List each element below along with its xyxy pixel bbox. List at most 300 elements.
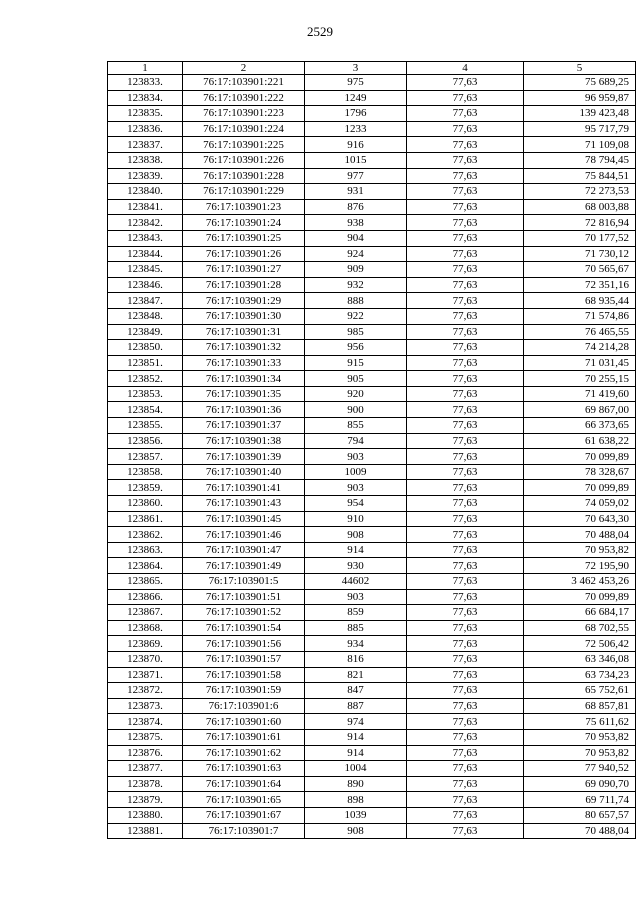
- amount-cell: 70 177,52: [524, 230, 636, 246]
- area-cell: 914: [305, 729, 407, 745]
- rate-cell: 77,63: [407, 230, 524, 246]
- rate-cell: 77,63: [407, 792, 524, 808]
- amount-cell: 66 684,17: [524, 605, 636, 621]
- table-row: [108, 651, 636, 667]
- amount-cell: 95 717,79: [524, 121, 636, 137]
- table-row: [108, 807, 636, 823]
- area-cell: 908: [305, 527, 407, 543]
- rate-cell: 77,63: [407, 433, 524, 449]
- area-cell: 915: [305, 355, 407, 371]
- area-cell: 903: [305, 480, 407, 496]
- cadastral-number-cell: 76:17:103901:39: [183, 449, 305, 465]
- cadastral-number-cell: 76:17:103901:223: [183, 106, 305, 122]
- row-number-cell: 123876.: [108, 745, 183, 761]
- row-number-cell: 123855.: [108, 418, 183, 434]
- table-row: [108, 589, 636, 605]
- cadastral-number-cell: 76:17:103901:26: [183, 246, 305, 262]
- cadastral-number-cell: 76:17:103901:226: [183, 152, 305, 168]
- cadastral-number-cell: 76:17:103901:33: [183, 355, 305, 371]
- area-cell: 885: [305, 620, 407, 636]
- cadastral-number-cell: 76:17:103901:31: [183, 324, 305, 340]
- rate-cell: 77,63: [407, 340, 524, 356]
- table-row: [108, 324, 636, 340]
- area-cell: 1233: [305, 121, 407, 137]
- amount-cell: 70 488,04: [524, 527, 636, 543]
- row-number-cell: 123856.: [108, 433, 183, 449]
- row-number-cell: 123862.: [108, 527, 183, 543]
- area-cell: 954: [305, 496, 407, 512]
- amount-cell: 70 488,04: [524, 823, 636, 839]
- table-row: [108, 433, 636, 449]
- area-cell: 898: [305, 792, 407, 808]
- amount-cell: 68 702,55: [524, 620, 636, 636]
- amount-cell: 70 255,15: [524, 371, 636, 387]
- table-row: [108, 729, 636, 745]
- area-cell: 910: [305, 511, 407, 527]
- row-number-cell: 123834.: [108, 90, 183, 106]
- rate-cell: 77,63: [407, 293, 524, 309]
- row-number-cell: 123880.: [108, 807, 183, 823]
- table-row: [108, 262, 636, 278]
- row-number-cell: 123843.: [108, 230, 183, 246]
- table-row: [108, 371, 636, 387]
- table-row: [108, 745, 636, 761]
- rate-cell: 77,63: [407, 75, 524, 91]
- cadastral-number-cell: 76:17:103901:51: [183, 589, 305, 605]
- area-cell: 821: [305, 667, 407, 683]
- amount-cell: 74 059,02: [524, 496, 636, 512]
- rate-cell: 77,63: [407, 106, 524, 122]
- rate-cell: 77,63: [407, 605, 524, 621]
- area-cell: 855: [305, 418, 407, 434]
- row-number-cell: 123860.: [108, 496, 183, 512]
- amount-cell: 70 953,82: [524, 745, 636, 761]
- area-cell: 905: [305, 371, 407, 387]
- table-row: [108, 776, 636, 792]
- rate-cell: 77,63: [407, 683, 524, 699]
- rate-cell: 77,63: [407, 449, 524, 465]
- rate-cell: 77,63: [407, 558, 524, 574]
- rate-cell: 77,63: [407, 355, 524, 371]
- area-cell: 975: [305, 75, 407, 91]
- rate-cell: 77,63: [407, 121, 524, 137]
- amount-cell: 71 730,12: [524, 246, 636, 262]
- table-row: [108, 683, 636, 699]
- area-cell: 1039: [305, 807, 407, 823]
- row-number-cell: 123842.: [108, 215, 183, 231]
- rate-cell: 77,63: [407, 698, 524, 714]
- table-row: [108, 714, 636, 730]
- rate-cell: 77,63: [407, 324, 524, 340]
- rate-cell: 77,63: [407, 636, 524, 652]
- rate-cell: 77,63: [407, 308, 524, 324]
- table-row: [108, 230, 636, 246]
- amount-cell: 71 031,45: [524, 355, 636, 371]
- area-cell: 816: [305, 651, 407, 667]
- cadastral-number-cell: 76:17:103901:30: [183, 308, 305, 324]
- amount-cell: 70 099,89: [524, 589, 636, 605]
- amount-cell: 139 423,48: [524, 106, 636, 122]
- area-cell: 1015: [305, 152, 407, 168]
- cadastral-number-cell: 76:17:103901:24: [183, 215, 305, 231]
- row-number-cell: 123865.: [108, 574, 183, 590]
- row-number-cell: 123844.: [108, 246, 183, 262]
- area-cell: 847: [305, 683, 407, 699]
- rate-cell: 77,63: [407, 761, 524, 777]
- column-header: 5: [524, 62, 636, 75]
- table-row: [108, 152, 636, 168]
- amount-cell: 80 657,57: [524, 807, 636, 823]
- row-number-cell: 123859.: [108, 480, 183, 496]
- cadastral-number-cell: 76:17:103901:222: [183, 90, 305, 106]
- cadastral-number-cell: 76:17:103901:35: [183, 386, 305, 402]
- table-row: [108, 449, 636, 465]
- rate-cell: 77,63: [407, 667, 524, 683]
- table-row: [108, 418, 636, 434]
- rate-cell: 77,63: [407, 246, 524, 262]
- amount-cell: 68 935,44: [524, 293, 636, 309]
- amount-cell: 77 940,52: [524, 761, 636, 777]
- cadastral-number-cell: 76:17:103901:28: [183, 277, 305, 293]
- row-number-cell: 123835.: [108, 106, 183, 122]
- table-row: [108, 402, 636, 418]
- row-number-cell: 123868.: [108, 620, 183, 636]
- rate-cell: 77,63: [407, 277, 524, 293]
- amount-cell: 69 867,00: [524, 402, 636, 418]
- amount-cell: 70 953,82: [524, 729, 636, 745]
- rate-cell: 77,63: [407, 527, 524, 543]
- amount-cell: 75 611,62: [524, 714, 636, 730]
- area-cell: 920: [305, 386, 407, 402]
- area-cell: 903: [305, 449, 407, 465]
- area-cell: 1004: [305, 761, 407, 777]
- rate-cell: 77,63: [407, 215, 524, 231]
- column-header: 3: [305, 62, 407, 75]
- area-cell: 904: [305, 230, 407, 246]
- row-number-cell: 123875.: [108, 729, 183, 745]
- rate-cell: 77,63: [407, 262, 524, 278]
- row-number-cell: 123838.: [108, 152, 183, 168]
- area-cell: 924: [305, 246, 407, 262]
- cadastral-number-cell: 76:17:103901:54: [183, 620, 305, 636]
- table-row: [108, 246, 636, 262]
- row-number-cell: 123849.: [108, 324, 183, 340]
- cadastral-number-cell: 76:17:103901:52: [183, 605, 305, 621]
- row-number-cell: 123854.: [108, 402, 183, 418]
- area-cell: 888: [305, 293, 407, 309]
- row-number-cell: 123853.: [108, 386, 183, 402]
- row-number-cell: 123869.: [108, 636, 183, 652]
- cadastral-number-cell: 76:17:103901:62: [183, 745, 305, 761]
- rate-cell: 77,63: [407, 651, 524, 667]
- row-number-cell: 123879.: [108, 792, 183, 808]
- cadastral-number-cell: 76:17:103901:228: [183, 168, 305, 184]
- area-cell: 900: [305, 402, 407, 418]
- row-number-cell: 123833.: [108, 75, 183, 91]
- table-row: [108, 464, 636, 480]
- area-cell: 938: [305, 215, 407, 231]
- table-row: [108, 355, 636, 371]
- area-cell: 887: [305, 698, 407, 714]
- area-cell: 794: [305, 433, 407, 449]
- cadastral-number-cell: 76:17:103901:45: [183, 511, 305, 527]
- row-number-cell: 123861.: [108, 511, 183, 527]
- rate-cell: 77,63: [407, 823, 524, 839]
- cadastral-number-cell: 76:17:103901:59: [183, 683, 305, 699]
- cadastral-number-cell: 76:17:103901:34: [183, 371, 305, 387]
- cadastral-number-cell: 76:17:103901:229: [183, 184, 305, 200]
- row-number-cell: 123851.: [108, 355, 183, 371]
- cadastral-number-cell: 76:17:103901:64: [183, 776, 305, 792]
- amount-cell: 71 574,86: [524, 308, 636, 324]
- table-row: [108, 137, 636, 153]
- amount-cell: 65 752,61: [524, 683, 636, 699]
- table-row: [108, 121, 636, 137]
- amount-cell: 68 857,81: [524, 698, 636, 714]
- rate-cell: 77,63: [407, 371, 524, 387]
- table-row: [108, 605, 636, 621]
- rate-cell: 77,63: [407, 496, 524, 512]
- rate-cell: 77,63: [407, 480, 524, 496]
- table-row: [108, 340, 636, 356]
- row-number-cell: 123866.: [108, 589, 183, 605]
- amount-cell: 72 351,16: [524, 277, 636, 293]
- cadastral-number-cell: 76:17:103901:37: [183, 418, 305, 434]
- amount-cell: 78 328,67: [524, 464, 636, 480]
- area-cell: 903: [305, 589, 407, 605]
- cadastral-number-cell: 76:17:103901:58: [183, 667, 305, 683]
- row-number-cell: 123870.: [108, 651, 183, 667]
- table-row: [108, 106, 636, 122]
- cadastral-number-cell: 76:17:103901:47: [183, 542, 305, 558]
- cadastral-number-cell: 76:17:103901:224: [183, 121, 305, 137]
- table-row: [108, 277, 636, 293]
- row-number-cell: 123872.: [108, 683, 183, 699]
- row-number-cell: 123847.: [108, 293, 183, 309]
- table-row: [108, 293, 636, 309]
- rate-cell: 77,63: [407, 574, 524, 590]
- cadastral-number-cell: 76:17:103901:56: [183, 636, 305, 652]
- cadastral-number-cell: 76:17:103901:63: [183, 761, 305, 777]
- cadastral-number-cell: 76:17:103901:40: [183, 464, 305, 480]
- table-body: [108, 75, 636, 839]
- rate-cell: 77,63: [407, 745, 524, 761]
- table-row: [108, 823, 636, 839]
- cadastral-number-cell: 76:17:103901:36: [183, 402, 305, 418]
- area-cell: 909: [305, 262, 407, 278]
- amount-cell: 75 689,25: [524, 75, 636, 91]
- rate-cell: 77,63: [407, 152, 524, 168]
- amount-cell: 72 506,42: [524, 636, 636, 652]
- cadastral-number-cell: 76:17:103901:43: [183, 496, 305, 512]
- area-cell: 916: [305, 137, 407, 153]
- rate-cell: 77,63: [407, 589, 524, 605]
- rate-cell: 77,63: [407, 402, 524, 418]
- amount-cell: 69 711,74: [524, 792, 636, 808]
- cadastral-number-cell: 76:17:103901:67: [183, 807, 305, 823]
- amount-cell: 76 465,55: [524, 324, 636, 340]
- row-number-cell: 123881.: [108, 823, 183, 839]
- table-row: [108, 308, 636, 324]
- area-cell: 876: [305, 199, 407, 215]
- cadastral-number-cell: 76:17:103901:49: [183, 558, 305, 574]
- column-header: 2: [183, 62, 305, 75]
- amount-cell: 75 844,51: [524, 168, 636, 184]
- column-header: 4: [407, 62, 524, 75]
- rate-cell: 77,63: [407, 542, 524, 558]
- rate-cell: 77,63: [407, 137, 524, 153]
- column-header: 1: [108, 62, 183, 75]
- amount-cell: 72 816,94: [524, 215, 636, 231]
- area-cell: 44602: [305, 574, 407, 590]
- rate-cell: 77,63: [407, 184, 524, 200]
- amount-cell: 71 419,60: [524, 386, 636, 402]
- area-cell: 859: [305, 605, 407, 621]
- cadastral-number-cell: 76:17:103901:38: [183, 433, 305, 449]
- table-row: [108, 636, 636, 652]
- cadastral-number-cell: 76:17:103901:5: [183, 574, 305, 590]
- table-row: [108, 542, 636, 558]
- page-number: 2529: [307, 24, 333, 39]
- amount-cell: 72 195,90: [524, 558, 636, 574]
- table-row: [108, 90, 636, 106]
- amount-cell: 96 959,87: [524, 90, 636, 106]
- area-cell: 1009: [305, 464, 407, 480]
- rate-cell: 77,63: [407, 418, 524, 434]
- row-number-cell: 123837.: [108, 137, 183, 153]
- area-cell: 890: [305, 776, 407, 792]
- row-number-cell: 123857.: [108, 449, 183, 465]
- row-number-cell: 123863.: [108, 542, 183, 558]
- data-table: [107, 61, 636, 839]
- row-number-cell: 123852.: [108, 371, 183, 387]
- table-row: [108, 168, 636, 184]
- table-row: [108, 761, 636, 777]
- area-cell: 914: [305, 745, 407, 761]
- amount-cell: 69 090,70: [524, 776, 636, 792]
- rate-cell: 77,63: [407, 199, 524, 215]
- area-cell: 1249: [305, 90, 407, 106]
- cadastral-number-cell: 76:17:103901:27: [183, 262, 305, 278]
- amount-cell: 74 214,28: [524, 340, 636, 356]
- cadastral-number-cell: 76:17:103901:46: [183, 527, 305, 543]
- table-row: [108, 527, 636, 543]
- cadastral-number-cell: 76:17:103901:221: [183, 75, 305, 91]
- amount-cell: 61 638,22: [524, 433, 636, 449]
- row-number-cell: 123845.: [108, 262, 183, 278]
- row-number-cell: 123867.: [108, 605, 183, 621]
- row-number-cell: 123840.: [108, 184, 183, 200]
- row-number-cell: 123873.: [108, 698, 183, 714]
- cadastral-number-cell: 76:17:103901:25: [183, 230, 305, 246]
- table-row: [108, 558, 636, 574]
- area-cell: 931: [305, 184, 407, 200]
- amount-cell: 70 565,67: [524, 262, 636, 278]
- table-row: [108, 620, 636, 636]
- row-number-cell: 123839.: [108, 168, 183, 184]
- amount-cell: 66 373,65: [524, 418, 636, 434]
- rate-cell: 77,63: [407, 464, 524, 480]
- amount-cell: 3 462 453,26: [524, 574, 636, 590]
- amount-cell: 68 003,88: [524, 199, 636, 215]
- table-row: [108, 199, 636, 215]
- cadastral-number-cell: 76:17:103901:41: [183, 480, 305, 496]
- area-cell: 977: [305, 168, 407, 184]
- amount-cell: 72 273,53: [524, 184, 636, 200]
- amount-cell: 70 643,30: [524, 511, 636, 527]
- area-cell: 922: [305, 308, 407, 324]
- amount-cell: 78 794,45: [524, 152, 636, 168]
- rate-cell: 77,63: [407, 168, 524, 184]
- row-number-cell: 123871.: [108, 667, 183, 683]
- rate-cell: 77,63: [407, 807, 524, 823]
- cadastral-number-cell: 76:17:103901:61: [183, 729, 305, 745]
- rate-cell: 77,63: [407, 90, 524, 106]
- cadastral-number-cell: 76:17:103901:225: [183, 137, 305, 153]
- row-number-cell: 123848.: [108, 308, 183, 324]
- area-cell: 932: [305, 277, 407, 293]
- area-cell: 914: [305, 542, 407, 558]
- rate-cell: 77,63: [407, 511, 524, 527]
- table-row: [108, 496, 636, 512]
- rate-cell: 77,63: [407, 714, 524, 730]
- table-row: [108, 386, 636, 402]
- table-row: [108, 667, 636, 683]
- row-number-cell: 123878.: [108, 776, 183, 792]
- table-row: [108, 215, 636, 231]
- row-number-cell: 123836.: [108, 121, 183, 137]
- row-number-cell: 123858.: [108, 464, 183, 480]
- row-number-cell: 123874.: [108, 714, 183, 730]
- cadastral-number-cell: 76:17:103901:65: [183, 792, 305, 808]
- amount-cell: 70 953,82: [524, 542, 636, 558]
- cadastral-number-cell: 76:17:103901:60: [183, 714, 305, 730]
- row-number-cell: 123846.: [108, 277, 183, 293]
- amount-cell: 63 734,23: [524, 667, 636, 683]
- rate-cell: 77,63: [407, 776, 524, 792]
- table-row: [108, 75, 636, 91]
- row-number-cell: 123841.: [108, 199, 183, 215]
- area-cell: 974: [305, 714, 407, 730]
- table-header-row: [108, 62, 636, 75]
- rate-cell: 77,63: [407, 386, 524, 402]
- table-row: [108, 792, 636, 808]
- area-cell: 930: [305, 558, 407, 574]
- table-row: [108, 574, 636, 590]
- amount-cell: 70 099,89: [524, 449, 636, 465]
- area-cell: 934: [305, 636, 407, 652]
- area-cell: 1796: [305, 106, 407, 122]
- table-row: [108, 184, 636, 200]
- area-cell: 985: [305, 324, 407, 340]
- rate-cell: 77,63: [407, 620, 524, 636]
- row-number-cell: 123877.: [108, 761, 183, 777]
- cadastral-number-cell: 76:17:103901:7: [183, 823, 305, 839]
- amount-cell: 63 346,08: [524, 651, 636, 667]
- cadastral-number-cell: 76:17:103901:6: [183, 698, 305, 714]
- cadastral-number-cell: 76:17:103901:23: [183, 199, 305, 215]
- table-row: [108, 511, 636, 527]
- amount-cell: 70 099,89: [524, 480, 636, 496]
- cadastral-number-cell: 76:17:103901:29: [183, 293, 305, 309]
- row-number-cell: 123864.: [108, 558, 183, 574]
- row-number-cell: 123850.: [108, 340, 183, 356]
- area-cell: 956: [305, 340, 407, 356]
- table-row: [108, 480, 636, 496]
- cadastral-number-cell: 76:17:103901:57: [183, 651, 305, 667]
- area-cell: 908: [305, 823, 407, 839]
- amount-cell: 71 109,08: [524, 137, 636, 153]
